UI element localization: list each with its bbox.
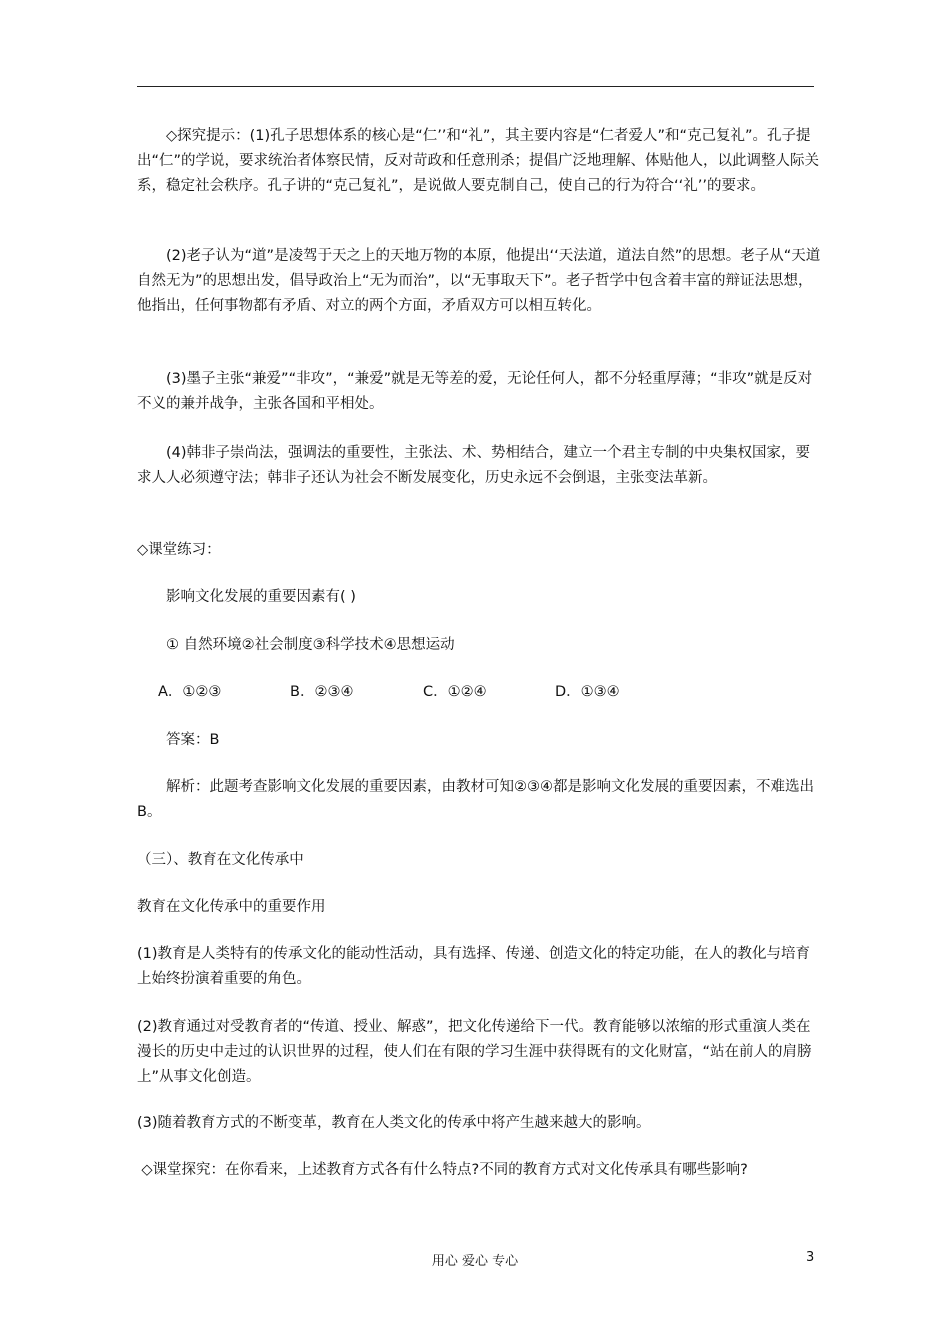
paragraph-education-3: (3)随着教育方式的不断变革，教育在人类文化的传承中将产生越来越大的影响。 (137, 1115, 651, 1131)
paragraph-hanfeizi: (4)韩非子崇尚法，强调法的重要性，主张法、术、势相结合，建立一个君主专制的中央集权国家，要求人人必须遵守法；韩非子还认为社会不断发展变化，历史永远不会倒退，主张变法革新。 (137, 445, 811, 486)
option-d: D．①③④ (555, 684, 620, 700)
analysis-text: 解析：此题考查影响文化发展的重要因素，由教材可知②③④都是影响文化发展的重要因素，不难选出B。 (137, 779, 814, 820)
footer-motto: 用心 爱心 专心 (431, 1254, 519, 1269)
option-c: C．①②④ (423, 684, 487, 700)
answer-options (158, 680, 620, 705)
paragraph-education-2: (2)教育通过对受教育者的“传道、授业、解惑”，把文化传递给下一代。教育能够以浓缩的形式重演人类在漫长的历史中走过的认识世界的过程，使人们在有限的学习生涯中获得既有的文化财富，“站在前人的肩膀上”从事文化创造。 (137, 1019, 812, 1085)
question-items: ① 自然环境②社会制度③科学技术④思想运动 (166, 637, 455, 653)
paragraph-mozi: (3)墨子主张“兼爱”“非攻”，“兼爱”就是无等差的爱，无论任何人，都不分轻重厚薄；“非攻”就是反对不义的兼并战争，主张各国和平相处。 (137, 371, 813, 412)
header-rule (137, 86, 814, 87)
section-heading-exercise: ◇课堂练习： (137, 542, 221, 558)
section-heading-education: （三）、教育在文化传承中 (137, 852, 304, 868)
paragraph-class-inquiry: ◇课堂探究：在你看来，上述教育方式各有什么特点?不同的教育方式对文化传承具有哪些影响? (141, 1162, 748, 1178)
option-a: A．①②③ (158, 684, 222, 700)
subheading-education-role: 教育在文化传承中的重要作用 (137, 899, 326, 915)
paragraph-laozi: (2)老子认为“道”是凌驾于天之上的天地万物的本原，他提出‘‘天法道，道法自然”的思想。老子从“天道自然无为”的思想出发，倡导政治上“无为而治”，以“无事取天下”。老子哲学中包含着丰富的辩证法思想，他指出，任何事物都有矛盾、对立的两个方面，矛盾双方可以相互转化。 (137, 248, 821, 314)
page-number: 3 (806, 1250, 815, 1265)
paragraph-confucius: ◇探究提示：(1)孔子思想体系的核心是“仁’’和“礼”，其主要内容是“仁者爱人”和“克己复礼”。孔子提出“仁”的学说，要求统治者体察民情，反对苛政和任意刑杀；提倡广泛地理解、体贴他人，以此调整人际关系，稳定社会秩序。孔子讲的“克己复礼”，是说做人要克制自己，使自己的行为符合‘‘礼’’的要求。 (137, 128, 820, 194)
paragraph-education-1: (1)教育是人类特有的传承文化的能动性活动，具有选择、传递、创造文化的特定功能，在人的教化与培育上始终扮演着重要的角色。 (137, 946, 811, 987)
answer-text: 答案：B (166, 732, 220, 748)
option-b: B．②③④ (290, 684, 354, 700)
question-stem: 影响文化发展的重要因素有( ) (166, 589, 356, 605)
